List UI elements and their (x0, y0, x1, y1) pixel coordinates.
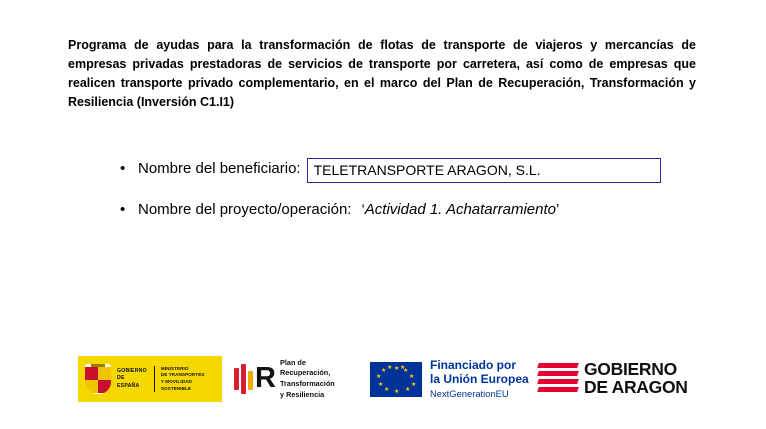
aragon-mark-icon (538, 361, 578, 397)
prtr-line1: Plan de (280, 357, 306, 367)
gobierno-espana-text (117, 368, 148, 389)
quote-close: ’ (556, 201, 560, 218)
quote-open: ‘ (361, 201, 365, 218)
prtr-line4: y Resiliencia (280, 389, 325, 399)
beneficiary-value-field[interactable]: TELETRANSPORTE ARAGON, S.L. (307, 158, 661, 183)
logo-gobierno-de-espana (78, 356, 222, 402)
logo-gobierno-de-aragon (538, 357, 698, 401)
eu-flag-icon: ★ ★ ★ ★ ★ ★ ★ ★ ★ ★ ★ ★ (370, 362, 422, 397)
prtr-letter: R (255, 362, 276, 394)
ministry-text (161, 366, 222, 393)
page-title: Programa de ayudas para la transformación de flotas de transporte de viajeros y mercancías de empresas privadas prestadoras de servicios de transporte por carretera, así como de empresas que realicen transporte privado complementario, en el marco del Plan de Recuperación, Transformación y Resiliencia (Inversión C1.I1) (68, 38, 696, 109)
aragon-text (584, 361, 688, 397)
gobierno-line2: DE ESPAÑA (117, 375, 140, 389)
logo-plan-recuperacion (232, 356, 364, 402)
eu-line2: la Unión Europea (430, 371, 529, 386)
prtr-line2: Recuperación, (280, 368, 331, 378)
ministry-line3: Y MOVILIDAD SOSTENIBLE (160, 379, 192, 391)
bullet-marker-icon: • (120, 160, 126, 177)
logo-strip (0, 352, 766, 410)
gobierno-line1: GOBIERNO (117, 368, 147, 375)
prtr-text (280, 358, 335, 400)
beneficiary-label: Nombre del beneficiario: (138, 160, 301, 177)
list-item-beneficiary (120, 158, 720, 183)
prtr-mark-icon (232, 362, 276, 396)
project-value (361, 199, 559, 221)
eu-line1: Financiado por (430, 357, 517, 372)
bullet-list (120, 158, 720, 237)
prtr-line3: Transformación (280, 379, 335, 388)
bullet-marker-icon: • (120, 201, 126, 218)
aragon-line1: GOBIERNO (584, 359, 677, 380)
project-label: Nombre del proyecto/operación: (138, 201, 352, 218)
eu-line3: NextGenerationEU (430, 387, 509, 399)
ministry-line2: DE TRANSPORTES (160, 372, 205, 378)
spain-coat-of-arms-icon (85, 364, 111, 394)
ministry-line1: MINISTERIO (160, 365, 189, 371)
aragon-line2: DE ARAGON (584, 377, 688, 397)
eu-text (430, 358, 529, 401)
project-value-text: Actividad 1. Achatarramiento (364, 201, 557, 218)
list-item-project (120, 199, 720, 221)
logo-union-europea (370, 355, 530, 403)
logo-divider (154, 366, 155, 392)
